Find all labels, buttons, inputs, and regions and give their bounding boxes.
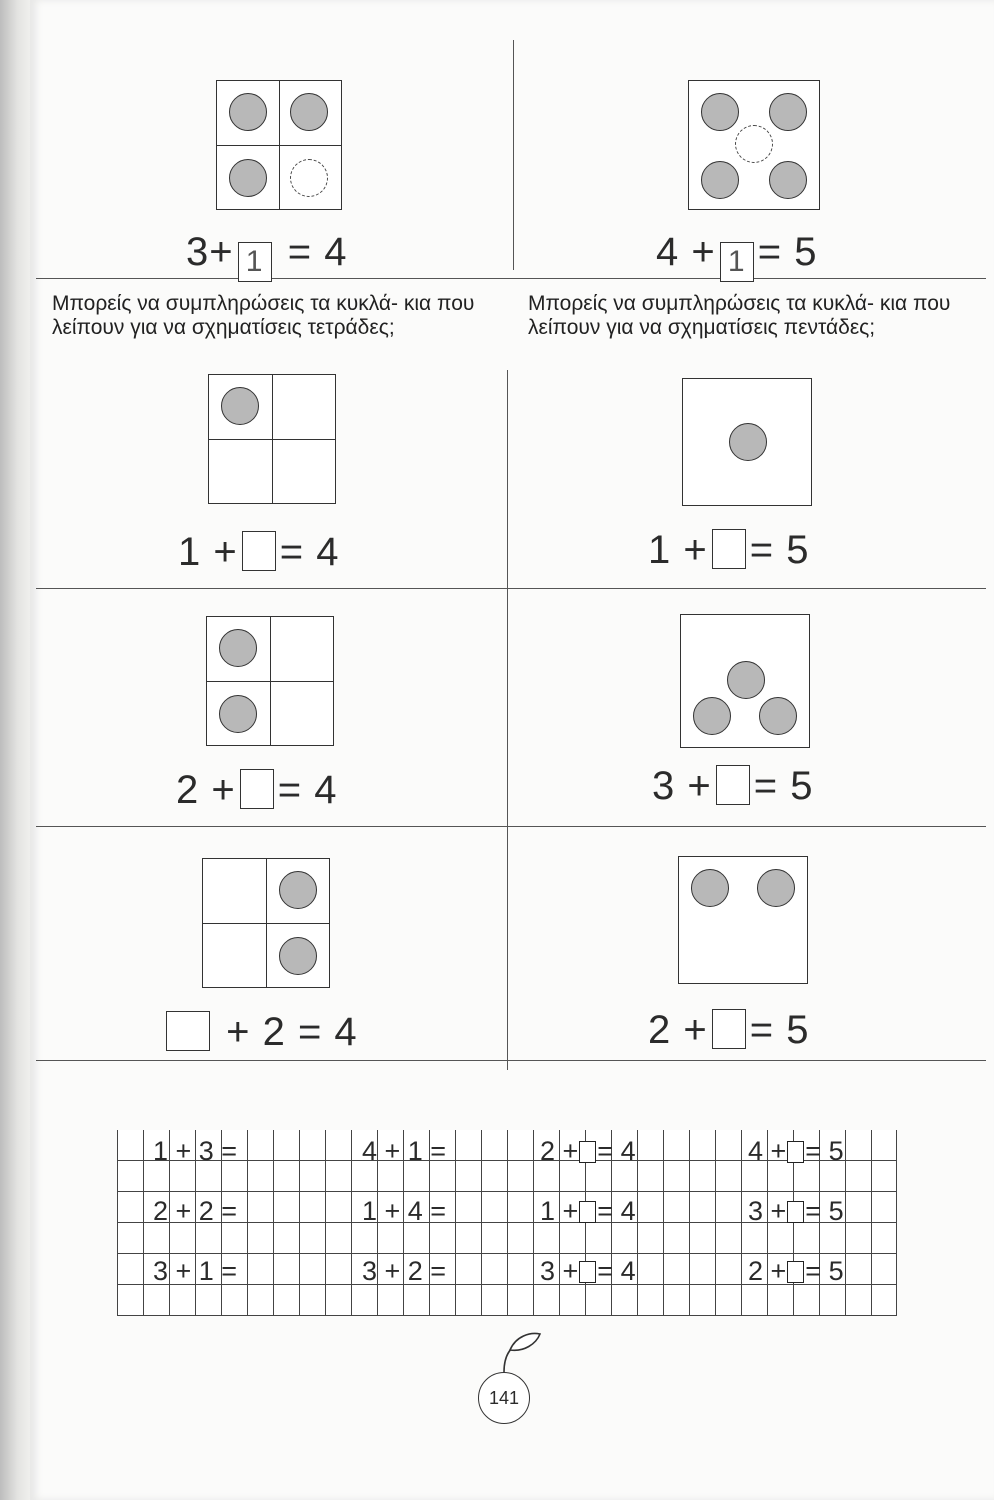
answer-box[interactable] — [240, 769, 274, 809]
grid-expression: 2 + = 4 — [540, 1136, 636, 1166]
grid-expression: 4 + 1 = — [362, 1136, 447, 1166]
grid-expression: 3 + 2 = — [362, 1256, 447, 1286]
answer-box: 1 — [238, 242, 272, 282]
dot — [279, 937, 317, 975]
grid-expression: 4 + = 5 — [748, 1136, 844, 1166]
example-equation-left: 3+ 1 = 4 — [186, 230, 347, 282]
example-square-five — [688, 80, 820, 210]
dot — [769, 93, 807, 131]
answer-box[interactable] — [242, 531, 276, 571]
answer-box[interactable] — [579, 1141, 596, 1163]
dot — [229, 159, 267, 197]
grid-expression: 2 + 2 = — [153, 1196, 238, 1226]
answer-box[interactable] — [787, 1201, 804, 1223]
dot — [221, 387, 259, 425]
answer-box[interactable] — [716, 765, 750, 805]
dot — [701, 161, 739, 199]
square-four — [206, 616, 334, 746]
equation: + 2 = 4 — [162, 1010, 358, 1055]
column-divider — [513, 40, 514, 270]
square-four — [202, 858, 330, 988]
dashed-dot — [735, 125, 773, 163]
answer-box[interactable] — [787, 1141, 804, 1163]
dashed-dot — [290, 159, 328, 197]
answer-box[interactable] — [579, 1201, 596, 1223]
grid-expression: 3 + = 4 — [540, 1256, 636, 1286]
dot — [229, 93, 267, 131]
square-five — [680, 614, 810, 748]
answer-box[interactable] — [166, 1011, 210, 1051]
square-four — [208, 374, 336, 504]
answer-box: 1 — [720, 242, 754, 282]
question-right: Μπορείς να συμπληρώσεις τα κυκλά- κια που λείπουν για να σχηματίσεις πεντάδες; — [528, 292, 951, 339]
dot — [279, 871, 317, 909]
row-divider — [36, 278, 986, 279]
equation: 1 + = 4 — [178, 530, 340, 574]
column-divider — [507, 370, 508, 1070]
example-equation-right: 4 + 1 = 5 — [656, 230, 817, 282]
grid-expression: 3 + 1 = — [153, 1256, 238, 1286]
row-divider — [36, 1060, 986, 1061]
answer-box[interactable] — [712, 1009, 746, 1049]
dot — [729, 423, 767, 461]
equation: 2 + = 5 — [648, 1008, 810, 1052]
square-five — [678, 856, 808, 984]
dot — [219, 629, 257, 667]
dot — [759, 697, 797, 735]
grid-expression: 1 + 4 = — [362, 1196, 447, 1226]
equation: 3 + = 5 — [652, 764, 814, 808]
leaf-icon — [490, 1328, 550, 1376]
row-divider — [36, 826, 986, 827]
grid-expression: 1 + 3 = — [153, 1136, 238, 1166]
example-square-four — [216, 80, 342, 210]
equation: 2 + = 4 — [176, 768, 338, 812]
question-left: Μπορείς να συμπληρώσεις τα κυκλά- κια που λείπουν για να σχηματίσεις τετράδες; — [52, 292, 475, 339]
equation: 1 + = 5 — [648, 528, 810, 572]
answer-box[interactable] — [712, 529, 746, 569]
dot — [219, 695, 257, 733]
square-five — [682, 378, 812, 506]
dot — [769, 161, 807, 199]
dot — [757, 869, 795, 907]
grid-expression: 3 + = 5 — [748, 1196, 844, 1226]
grid-expression: 1 + = 4 — [540, 1196, 636, 1226]
dot — [290, 93, 328, 131]
book-binding — [0, 0, 30, 1500]
row-divider — [36, 588, 986, 589]
answer-box[interactable] — [579, 1261, 596, 1283]
page-number: 141 — [478, 1372, 530, 1424]
dot — [691, 869, 729, 907]
dot — [727, 661, 765, 699]
answer-box[interactable] — [787, 1261, 804, 1283]
dot — [693, 697, 731, 735]
dot — [701, 93, 739, 131]
grid-expression: 2 + = 5 — [748, 1256, 844, 1286]
